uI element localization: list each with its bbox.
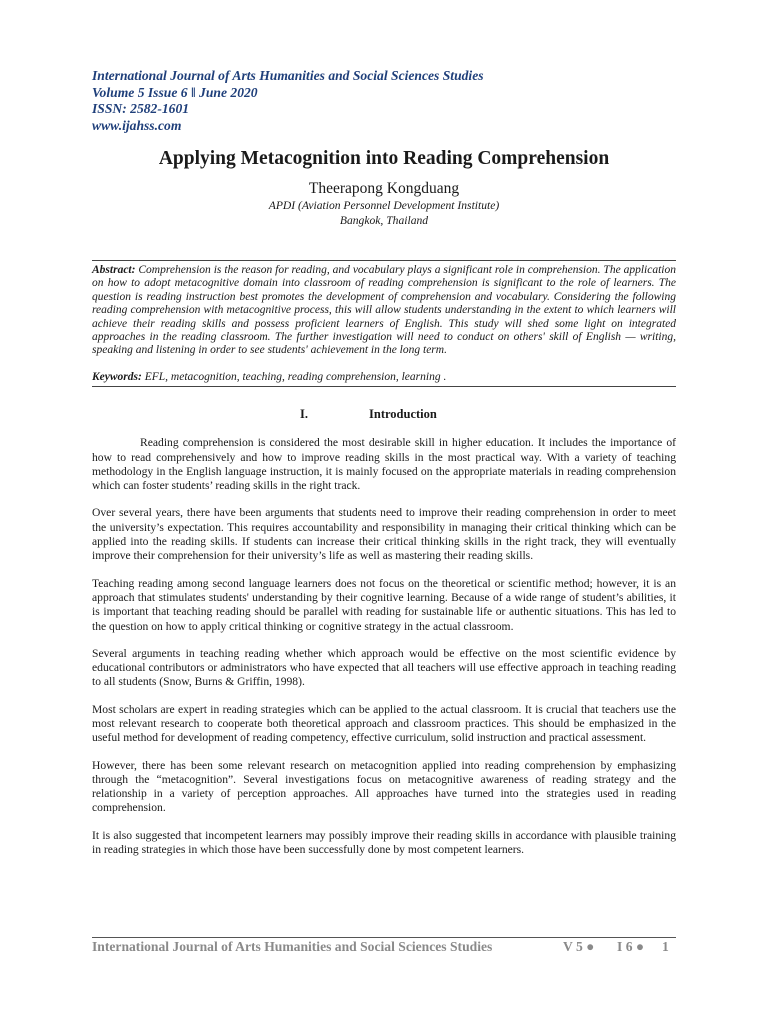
abstract-text: Comprehension is the reason for reading, and vocabulary plays a significant role in comprehension. The application on how to adopt metacognitive domain into classroom of reading comprehension is significant to the role of learners. The question is reading instruction best promotes the development of comprehension and vocabulary. Considering the following reading comprehension with metacognitive process, this will allow students understanding in the extent to which learners will achieve their reading skills and possess proficient learners of English. This study will shed some light on integrated approaches in the reading classroom. The further investigation will need to conduct on others' skill of English — writing, speaking and listening in order to see students' achievement in the long term. <box>92 264 676 357</box>
paragraph: Several arguments in teaching reading whether which approach would be effective on the most scientific evidence by educational contributors or administrators who have expected that all teachers will use effective approach in teaching reading to all students (Snow, Burns & Griffin, 1998). <box>92 646 676 689</box>
journal-header <box>92 68 676 134</box>
paper-affiliation: APDI (Aviation Personnel Development Institute) <box>268 199 500 212</box>
journal-website[interactable]: www.ijahss.com <box>92 117 182 133</box>
page-footer <box>92 937 676 955</box>
paragraph: However, there has been some relevant research on metacognition applied into reading comprehension by emphasizing through the “metacognition”. Several investigations focus on metacognitive awareness of reading strategy and the relationship in a variety of perception approaches. All approaches have turned into the strategies used in reading comprehension. <box>92 758 676 815</box>
footer-line <box>92 939 676 955</box>
footer-page-number: 1 <box>662 939 669 954</box>
paragraph: It is also suggested that incompetent learners may possibly improve their reading skills in accordance with plausible training in reading strategies in which those have been successfully done by most competent learners. <box>92 828 676 857</box>
footer-rule <box>92 937 676 938</box>
paragraph: Most scholars are expert in reading strategies which can be applied to the actual classroom. It is crucial that teachers use the most relevant research to cooperate both theoretical approach and classroom practices. This should be emphasized in the useful method for development of reading competency, effective curriculum, solid instruction and practical assessment. <box>92 702 676 745</box>
footer-volume: V 5 ● <box>563 939 595 954</box>
keywords-text: EFL, metacognition, teaching, reading comprehension, learning . <box>144 370 447 383</box>
paragraph: Reading comprehension is considered the most desirable skill in higher education. It includes the importance of how to read comprehensively and how to improve reading skills in the most practical way. With a variety of teaching methodology in the English language instruction, it is mainly focused on the appropriate materials in reading comprehension which can foster students’ reading skills in the right track. <box>92 436 676 493</box>
abstract-top-rule <box>92 260 676 261</box>
paragraph: Teaching reading among second language learners does not focus on the theoretical or scientific method; however, it is an approach that stimulates students' understanding by their cognitive learning. Because of a wide range of student’s abilities, it is important that teaching reading should be parallel with reading for sustainable life or authentic situations. This has led to the question on how to apply critical thinking or cognitive strategy in the actual classroom. <box>92 576 676 633</box>
section-title: Introduction <box>369 407 437 422</box>
paper-title: Applying Metacognition into Reading Comprehension <box>158 148 610 169</box>
journal-volume-issue: Volume 5 Issue 6 ǁ June 2020 <box>92 84 258 100</box>
paper-location: Bangkok, Thailand <box>339 214 429 227</box>
keywords-label: Keywords: <box>92 370 142 383</box>
abstract-label: Abstract: <box>92 264 136 276</box>
paper-author: Theerapong Kongduang <box>308 180 460 197</box>
paragraph: Over several years, there have been arguments that students need to improve their reading comprehension in order to meet the university’s expectation. This requires accountability and responsibility in managing their critical thinking which can be applied into the reading skills. If students can increase their critical thinking skills in the right track, they will eventually improve their comprehension for their university’s life as well as mastering their reading skills. <box>92 506 676 563</box>
page-body <box>92 68 676 857</box>
section-number: I. <box>300 407 308 422</box>
abstract <box>92 264 676 358</box>
section-heading <box>92 407 676 422</box>
footer-journal: International Journal of Arts Humanities and Social Sciences Studies <box>92 939 493 954</box>
abstract-bottom-rule <box>92 386 676 387</box>
footer-issue: I 6 ● <box>617 939 645 954</box>
keywords <box>92 371 676 384</box>
journal-issn: ISSN: 2582-1601 <box>92 101 190 116</box>
journal-name: International Journal of Arts Humanities and Social Sciences Studies <box>92 68 484 83</box>
